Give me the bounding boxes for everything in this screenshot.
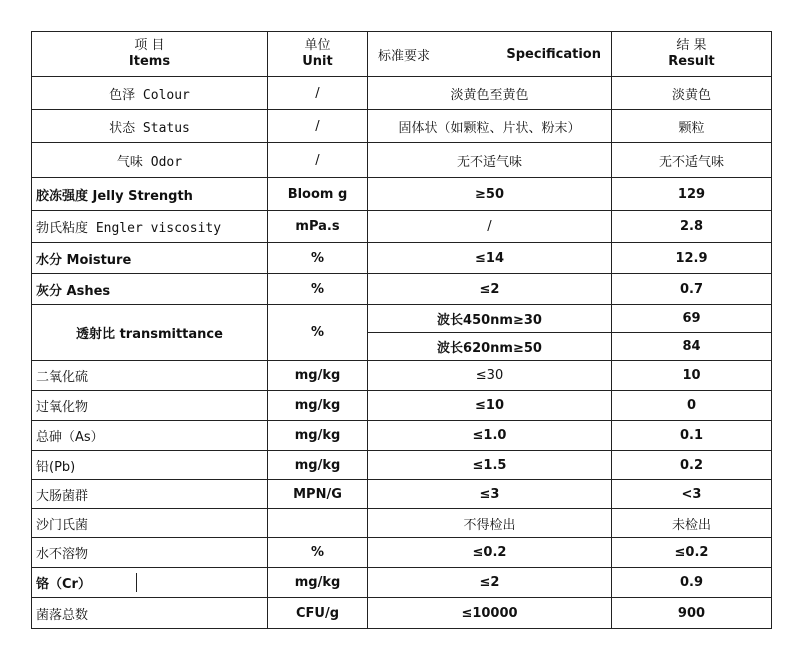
table-row	[32, 598, 772, 629]
unit-cell: CFU/g	[268, 598, 368, 629]
spec-cell: 固体状（如颗粒、片状、粉末）	[368, 110, 612, 143]
spec-header	[368, 32, 612, 77]
table-row	[32, 509, 772, 538]
result-cell: 129	[612, 178, 772, 211]
table-row	[32, 421, 772, 451]
result-cell: 0.7	[612, 274, 772, 305]
item-label: 铬（Cr）	[32, 573, 137, 592]
table-row	[32, 361, 772, 391]
result-cell: 12.9	[612, 243, 772, 274]
spec-cell: ≤1.5	[368, 451, 612, 480]
result-cell: 84	[612, 333, 772, 361]
unit-header	[268, 32, 368, 77]
result-header-en: Result	[668, 54, 715, 69]
unit-cell: %	[268, 274, 368, 305]
result-cell: 10	[612, 361, 772, 391]
items-header	[32, 32, 268, 77]
item-cell: 二氧化硫	[32, 361, 268, 391]
table-row	[32, 480, 772, 509]
item-cell: 沙门氏菌	[32, 509, 268, 538]
spec-cell: ≤10	[368, 391, 612, 421]
item-cell: 大肠菌群	[32, 480, 268, 509]
table-row	[32, 568, 772, 598]
unit-cell: %	[268, 305, 368, 361]
unit-cell: mg/kg	[268, 451, 368, 480]
spec-cell: 波长450nm≥30	[368, 305, 612, 333]
unit-cell: /	[268, 143, 368, 178]
result-cell: <3	[612, 480, 772, 509]
spec-cell: ≤1.0	[368, 421, 612, 451]
result-cell: 0.1	[612, 421, 772, 451]
header-row	[32, 32, 772, 77]
unit-cell: mg/kg	[268, 391, 368, 421]
table-row	[32, 451, 772, 480]
table-row	[32, 305, 772, 333]
item-cell: 透射比 transmittance	[32, 305, 268, 361]
spec-cell: ≥50	[368, 178, 612, 211]
result-header	[612, 32, 772, 77]
item-cell: 总砷（As）	[32, 421, 268, 451]
item-cell: 胶冻强度 Jelly Strength	[32, 178, 268, 211]
spec-cell: /	[368, 211, 612, 243]
unit-cell: mg/kg	[268, 421, 368, 451]
item-cell: 过氧化物	[32, 391, 268, 421]
table-row	[32, 274, 772, 305]
unit-cell: MPN/G	[268, 480, 368, 509]
spec-header-en: Specification	[506, 46, 601, 62]
item-cell: 状态 Status	[32, 110, 268, 143]
table-row	[32, 538, 772, 568]
result-cell: 淡黄色	[612, 77, 772, 110]
spec-cell: 不得检出	[368, 509, 612, 538]
unit-cell: %	[268, 243, 368, 274]
spec-cell: ≤3	[368, 480, 612, 509]
spec-cell: 无不适气味	[368, 143, 612, 178]
table-row	[32, 178, 772, 211]
item-cell: 铅(Pb)	[32, 451, 268, 480]
table-row	[32, 243, 772, 274]
spec-header-cn: 标准要求	[378, 48, 431, 64]
result-cell: 未检出	[612, 509, 772, 538]
item-cell: 色泽 Colour	[32, 77, 268, 110]
unit-cell: /	[268, 110, 368, 143]
item-cell: 水不溶物	[32, 538, 268, 568]
unit-cell: mg/kg	[268, 361, 368, 391]
table-row	[32, 211, 772, 243]
table-row	[32, 143, 772, 178]
result-cell: 0	[612, 391, 772, 421]
items-header-cn: 项 目	[134, 38, 165, 53]
result-cell: 2.8	[612, 211, 772, 243]
unit-cell: mg/kg	[268, 568, 368, 598]
item-cell: 气味 Odor	[32, 143, 268, 178]
item-cell: 菌落总数	[32, 598, 268, 629]
table-row	[32, 110, 772, 143]
spec-cell: ≤10000	[368, 598, 612, 629]
table-row	[32, 391, 772, 421]
item-empty-subcell	[137, 573, 267, 592]
spec-cell: ≤30	[368, 361, 612, 391]
result-cell: 900	[612, 598, 772, 629]
result-cell: ≤0.2	[612, 538, 772, 568]
item-cell: 水分 Moisture	[32, 243, 268, 274]
spec-cell: 波长620nm≥50	[368, 333, 612, 361]
spec-cell: 淡黄色至黄色	[368, 77, 612, 110]
result-cell: 无不适气味	[612, 143, 772, 178]
spec-cell: ≤0.2	[368, 538, 612, 568]
item-cell: 灰分 Ashes	[32, 274, 268, 305]
table-row	[32, 77, 772, 110]
unit-cell: %	[268, 538, 368, 568]
unit-header-cn: 单位	[304, 38, 331, 53]
spec-cell: ≤2	[368, 568, 612, 598]
unit-cell: Bloom g	[268, 178, 368, 211]
item-cell: 勃氏粘度 Engler viscosity	[32, 211, 268, 243]
items-header-en: Items	[128, 54, 171, 69]
result-cell: 0.2	[612, 451, 772, 480]
spec-cell: ≤2	[368, 274, 612, 305]
unit-cell	[268, 509, 368, 538]
result-cell: 69	[612, 305, 772, 333]
specification-table	[31, 31, 772, 629]
unit-header-en: Unit	[302, 54, 333, 69]
unit-cell: /	[268, 77, 368, 110]
result-header-cn: 结 果	[676, 38, 707, 53]
spec-cell: ≤14	[368, 243, 612, 274]
result-cell: 颗粒	[612, 110, 772, 143]
unit-cell: mPa.s	[268, 211, 368, 243]
result-cell: 0.9	[612, 568, 772, 598]
item-cell	[32, 568, 268, 598]
